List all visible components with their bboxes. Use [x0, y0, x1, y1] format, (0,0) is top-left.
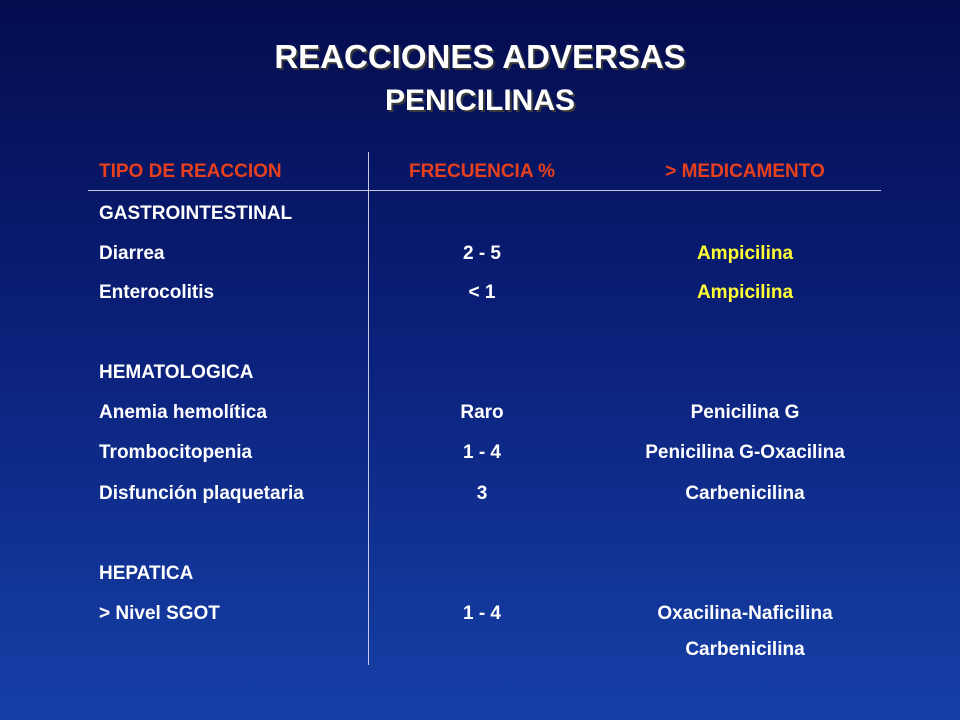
row-medicamento: Penicilina G-Oxacilina — [645, 442, 845, 463]
slide-title: REACCIONES ADVERSAS — [274, 38, 686, 75]
header-frecuencia: FRECUENCIA % — [408, 161, 556, 182]
section-gastrointestinal: GASTROINTESTINAL — [99, 203, 293, 224]
row-frecuencia: 2 - 5 — [462, 243, 502, 264]
table-header-divider — [88, 190, 881, 191]
header-tipo: TIPO DE REACCION — [99, 161, 282, 182]
row-tipo: Anemia hemolítica — [99, 402, 267, 423]
table-column-divider — [368, 152, 369, 665]
row-tipo: Disfunción plaquetaria — [99, 483, 304, 504]
row-tipo: Trombocitopenia — [99, 442, 253, 463]
row-frecuencia: 1 - 4 — [462, 442, 502, 463]
row-tipo: Enterocolitis — [99, 282, 215, 303]
row-frecuencia: 3 — [476, 483, 488, 504]
row-medicamento: Ampicilina — [696, 282, 794, 303]
section-hepatica: HEPATICA — [99, 563, 194, 584]
section-hematologica: HEMATOLOGICA — [99, 362, 254, 383]
row-medicamento: Carbenicilina — [685, 483, 805, 504]
row-tipo: > Nivel SGOT — [99, 603, 220, 624]
row-medicamento: Penicilina G — [690, 402, 800, 423]
row-frecuencia: Raro — [460, 402, 504, 423]
row-tipo: Diarrea — [99, 243, 165, 264]
header-medicamento: > MEDICAMENTO — [665, 161, 825, 182]
slide-subtitle: PENICILINAS — [384, 84, 576, 117]
row-frecuencia: < 1 — [468, 282, 496, 303]
row-medicamento-continued: Carbenicilina — [685, 639, 805, 660]
row-medicamento: Oxacilina-Naficilina — [657, 603, 833, 624]
row-medicamento: Ampicilina — [696, 243, 794, 264]
row-frecuencia: 1 - 4 — [462, 603, 502, 624]
